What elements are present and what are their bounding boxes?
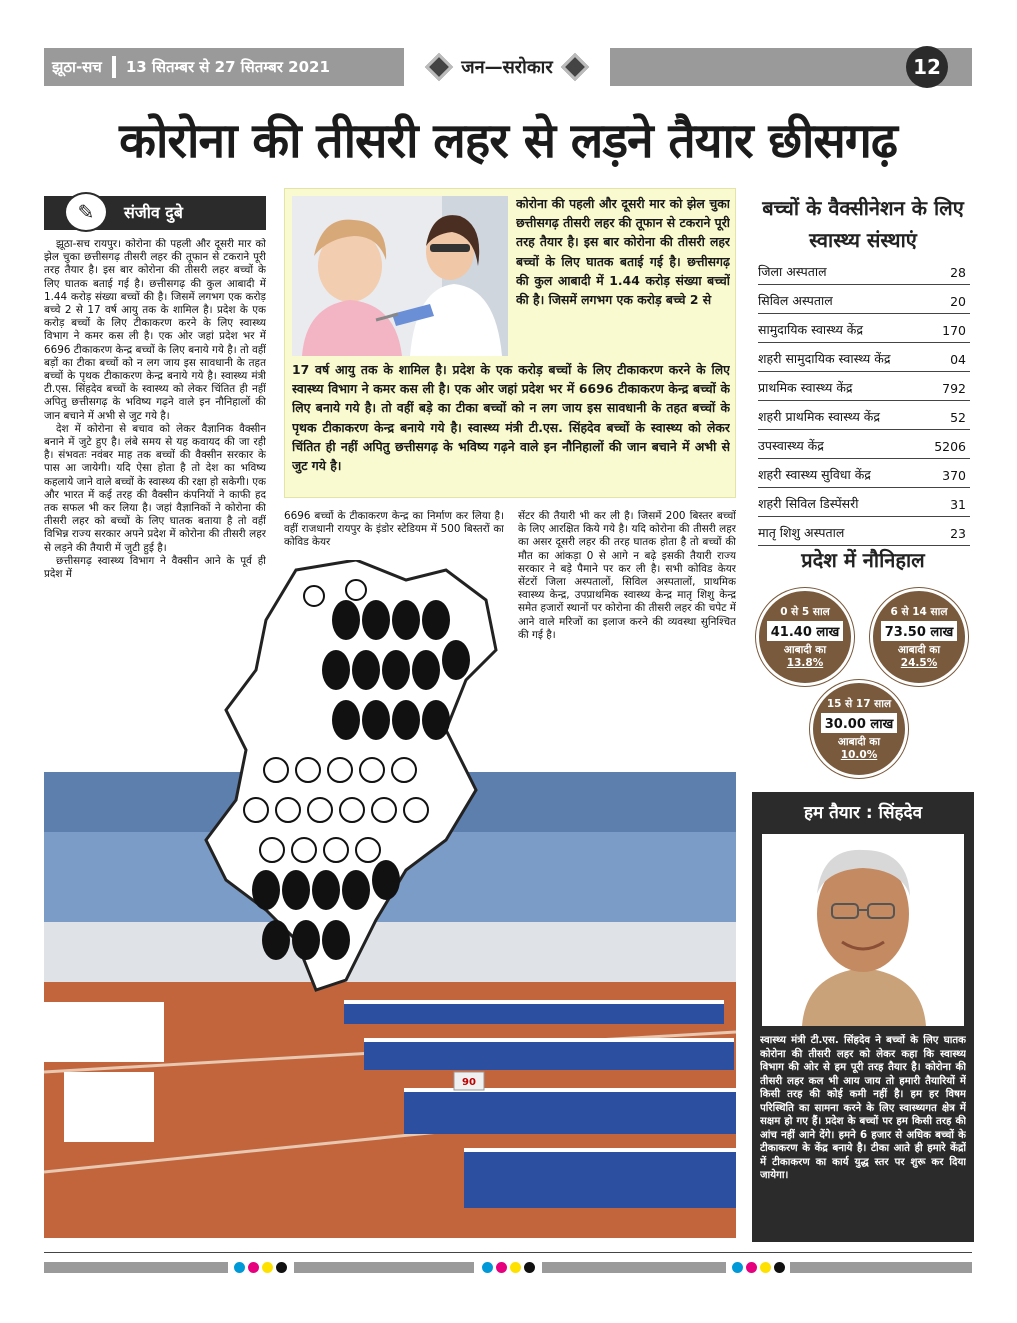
row-value: 28 xyxy=(950,265,966,280)
footer-bar xyxy=(790,1262,972,1273)
section-name: जन—सरोकार xyxy=(461,57,553,78)
row-value: 792 xyxy=(942,381,966,396)
child-count: 73.50 लाख xyxy=(881,621,957,641)
cmyk-dot-black xyxy=(276,1262,287,1273)
child-count: 41.40 लाख xyxy=(767,621,843,641)
table-row xyxy=(758,256,970,285)
highlight-text-bottom: 17 वर्ष आयु तक के शामिल है। प्रदेश के एक करोड़ बच्चों के लिए टीकाकरण करने के लिए स्वास्थ्य विभाग ने कमर कस ली है। एक ओर जहां प्रदेश भर में 6696 टीकाकरण केन्द्र बच्चों के लिए बनाये गये है। तो वहीं बड़े का टीका बच्चों को न लग जाय इस सावधानी के तहत बच्चों के पृथक टीकाकरण केन्द्र बनाये गये है। स्वास्थ्य मंत्री टी.एस. सिंहदेव बच्चों के स्वास्थ्य को लेकर चिंतित ही नहीं अपितु छत्तीसगढ़ के भविष्य गढ़ने वाले इन नौनिहालों की जान बचाने में अभी से जुट गये है। xyxy=(292,362,730,474)
row-label: सिविल अस्पताल xyxy=(758,293,833,308)
quote-title: हम तैयार : सिंहदेव xyxy=(803,803,923,823)
population-share: 24.5% xyxy=(900,657,938,669)
cmyk-dot-magenta xyxy=(496,1262,507,1273)
share-label: आबादी का xyxy=(837,736,881,748)
article-column-3: सेंटर की तैयारी भी कर ली है। जिसमें 200 बिस्तर बच्चों के लिए आरक्षित किये गये है। यदि कोरोना की तीसरी लहर का असर दूसरी लहर की तरह घातक होता है तो बच्चों की मौत का आंकड़ा 0 से आगे न बढ़े इसकी तैयारी राज्य सरकार ने बड़े पैमाने पर कर ली है। सभी कोविड केयर सेंटरों जिला अस्पतालों, सिविल अस्पतालों, प्राथमिक स्वास्थ्य केन्द्र, उपप्राथमिक स्वास्थ्य केन्द्र मातृ शिशु केन्द्र समेत हजारों स्थानों पर कोरोना की तीसरी लहर की चपेट में आने वाले मरिजों का इलाज करने की व्यवस्था सुनिश्चित की गई है। xyxy=(518,510,736,641)
vaccination-table xyxy=(758,256,970,546)
row-value: 31 xyxy=(950,497,966,512)
table-row xyxy=(758,459,970,488)
cmyk-dot-cyan xyxy=(482,1262,493,1273)
stat-circle-0-5 xyxy=(756,588,854,686)
footer-bar xyxy=(542,1262,726,1273)
quote-text: स्वास्थ्य मंत्री टी.एस. सिंहदेव ने बच्चों के लिए घातक कोरोना की तीसरी लहर को लेकर कहा कि स्वास्थ्य विभाग की ओर से हम पूरी तरह तैयार है। कोरोना की तीसरी लहर कल भी आय जाय तो हमारी तैयारियों में किसी तरह की कोई कमी नहीं है। हम हर विषम परिस्थिति का सामना करने के लिए स्वास्थ्यगत क्षेत्र में सक्षम हो गए हैं। प्रदेश के बच्चों पर हम किसी तरह की आंच नहीं आने देंगे। हमने 6 हजार से अधिक बच्चों के टीकाकरण के केंद्र बनाये है। टीका आते ही हमारे केंद्रों में टीकाकरण का कार्य युद्ध स्तर पर शुरू कर दिया जायेगा। xyxy=(760,1035,966,1181)
share-label: आबादी का xyxy=(783,644,827,656)
row-label: शहरी स्वास्थ्य सुविधा केंद्र xyxy=(758,467,871,482)
table-row xyxy=(758,430,970,459)
row-value: 20 xyxy=(950,294,966,309)
child-count: 30.00 लाख xyxy=(821,713,897,733)
table-row xyxy=(758,314,970,343)
row-label: जिला अस्पताल xyxy=(758,264,827,279)
footer-rule xyxy=(44,1252,972,1253)
age-group: 6 से 14 साल xyxy=(890,606,948,618)
page-number: 12 xyxy=(906,46,948,88)
children-stats-title: प्रदेश में नौनिहाल xyxy=(801,548,925,572)
cmyk-dot-cyan xyxy=(732,1262,743,1273)
cmyk-dot-magenta xyxy=(248,1262,259,1273)
row-label: उपस्वास्थ्य केंद्र xyxy=(758,438,824,453)
row-value: 52 xyxy=(950,410,966,425)
diamond-left-icon xyxy=(425,53,453,81)
row-label: मातृ शिशु अस्पताल xyxy=(758,525,845,540)
table-row xyxy=(758,401,970,430)
age-group: 0 से 5 साल xyxy=(780,606,830,618)
table-row xyxy=(758,517,970,546)
cmyk-dot-cyan xyxy=(234,1262,245,1273)
age-group: 15 से 17 साल xyxy=(826,698,892,710)
cmyk-dot-yellow xyxy=(760,1262,771,1273)
row-value: 23 xyxy=(950,526,966,541)
cmyk-dot-yellow xyxy=(262,1262,273,1273)
cmyk-dot-black xyxy=(774,1262,785,1273)
table-row xyxy=(758,343,970,372)
cmyk-dot-magenta xyxy=(746,1262,757,1273)
table-row xyxy=(758,285,970,314)
cmyk-dot-yellow xyxy=(510,1262,521,1273)
article-column-2: 6696 बच्चों के टीकाकरण केन्द्र का निर्माण कर लिया है। वहीं राजधानी रायपुर के इंडोर स्टेडियम में 500 बिस्तरों का कोविड केयर xyxy=(284,510,504,549)
table-row xyxy=(758,372,970,401)
stat-circle-15-17 xyxy=(810,680,908,778)
header-divider xyxy=(112,56,116,78)
row-label: शहरी सामुदायिक स्वास्थ्य केंद्र xyxy=(758,351,891,366)
row-label: प्राथमिक स्वास्थ्य केंद्र xyxy=(758,380,853,395)
row-value: 5206 xyxy=(934,439,966,454)
cmyk-dot-black xyxy=(524,1262,535,1273)
row-value: 04 xyxy=(950,352,966,367)
stat-circle-6-14 xyxy=(870,588,968,686)
child-vaccination-photo xyxy=(292,196,508,356)
issue-date: 13 सितम्बर से 27 सितम्बर 2021 xyxy=(125,58,330,76)
headline: कोरोना की तीसरी लहर से लड़ने तैयार छीसगढ़ xyxy=(119,113,897,169)
state-map-illustration xyxy=(146,560,546,1000)
article-paragraph: देश में कोरोना से बचाव को लेकर वैज्ञानिक वैक्सीन बनाने में जुटे हुए है। लंबे समय से यह कवायद की जा रही है। संभवतः नवंबर माह तक बच्चों की वैक्सीन सरकार के पास आ जायेगी। यदि ऐसा होता है तो देश का भविष्य कहलाये जाने वाले बच्चों के स्वास्थ्य की रक्षा हो सकेगी। एक और भारत में कई तरह की वैक्सीन कंपनियों ने काफी हद तक सफल भी कर लिया है। जहां वैज्ञानिकों ने कोरोना की तीसरी लहर को बच्चों के लिए घातक बताया है तो वहीं विभिन्न राज्य सरकार अपने प्रदेश में कोरोना की तीसरी लहर से लड़ने की तैयारी में जुटी हुई है। xyxy=(44,422,266,554)
row-label: सामुदायिक स्वास्थ्य केंद्र xyxy=(758,322,864,337)
section-label-box xyxy=(404,44,610,90)
minister-portrait xyxy=(762,834,964,1026)
row-value: 170 xyxy=(942,323,966,338)
author-name: संजीव दुबे xyxy=(124,203,183,222)
diamond-right-icon xyxy=(561,53,589,81)
pen-writing-icon: ✎ xyxy=(64,192,108,232)
population-share: 13.8% xyxy=(786,657,824,669)
footer-bar xyxy=(294,1262,474,1273)
table-row xyxy=(758,488,970,517)
publication-name: झूठा-सच xyxy=(52,58,102,76)
header-left xyxy=(44,48,330,86)
highlight-text-top: कोरोना की पहली और दूसरी मार को झेल चुका छत्तीसगढ़ तीसरी लहर की तूफान से टकराने पूरी तरह तैयार है। इस बार कोरोना की तीसरी लहर बच्चों के लिए घातक बताई गई है। छत्तीसगढ़ की कुल आबादी में 1.44 करोड़ संख्या बच्चों की है। जिसमें लगभग एक करोड़ बच्चे 2 से xyxy=(516,196,730,308)
row-label: शहरी सिविल डिस्पेंसरी xyxy=(758,496,859,511)
bed-number-label: 90 xyxy=(462,1077,476,1088)
row-value: 370 xyxy=(942,468,966,483)
population-share: 10.0% xyxy=(840,749,878,761)
vaccination-title: बच्चों के वैक्सीनेशन के लिए स्वास्थ्य संस्थाएं xyxy=(762,196,964,252)
article-paragraph: छत्तीसगढ़ स्वास्थ्य विभाग ने वैक्सीन आने के पूर्व ही प्रदेश में xyxy=(44,554,266,581)
article-paragraph: झूठा-सच रायपुर। कोरोना की पहली और दूसरी मार को झेल चुका छत्तीसगढ़ तीसरी लहर की तूफान से टकराने पूरी तरह तैयार है। इस बार कोरोना की तीसरी लहर बच्चों के लिए घातक बताई गई है। छत्तीसगढ़ की कुल आबादी में 1.44 करोड़ संख्या बच्चों की है। जिसमें लगभग एक करोड़ बच्चे 2 से 17 वर्ष आयु तक के शामिल है। प्रदेश के एक करोड़ बच्चों के लिए टीकाकरण करने के लिए स्वास्थ्य विभाग ने कमर कस ली है। एक ओर जहां प्रदेश भर में 6696 टीकाकरण केन्द्र बच्चों के लिए बनाये गये है। तो वहीं बड़ों का टीका बच्चों को न लग जाय इस सावधानी के तहत बच्चों के पृथक टीकाकरण केन्द्र बनाये गये है। स्वास्थ्य मंत्री टी.एस. सिंहदेव बच्चों के स्वास्थ्य को लेकर चिंतित ही नहीं अपितु छत्तीसगढ़ के भविष्य गढ़ने वाले इन नौनिहालों की जान बचाने में अभी से जुट गये है। xyxy=(44,238,266,422)
share-label: आबादी का xyxy=(897,644,941,656)
footer-bar xyxy=(44,1262,228,1273)
row-label: शहरी प्राथमिक स्वास्थ्य केंद्र xyxy=(758,409,881,424)
